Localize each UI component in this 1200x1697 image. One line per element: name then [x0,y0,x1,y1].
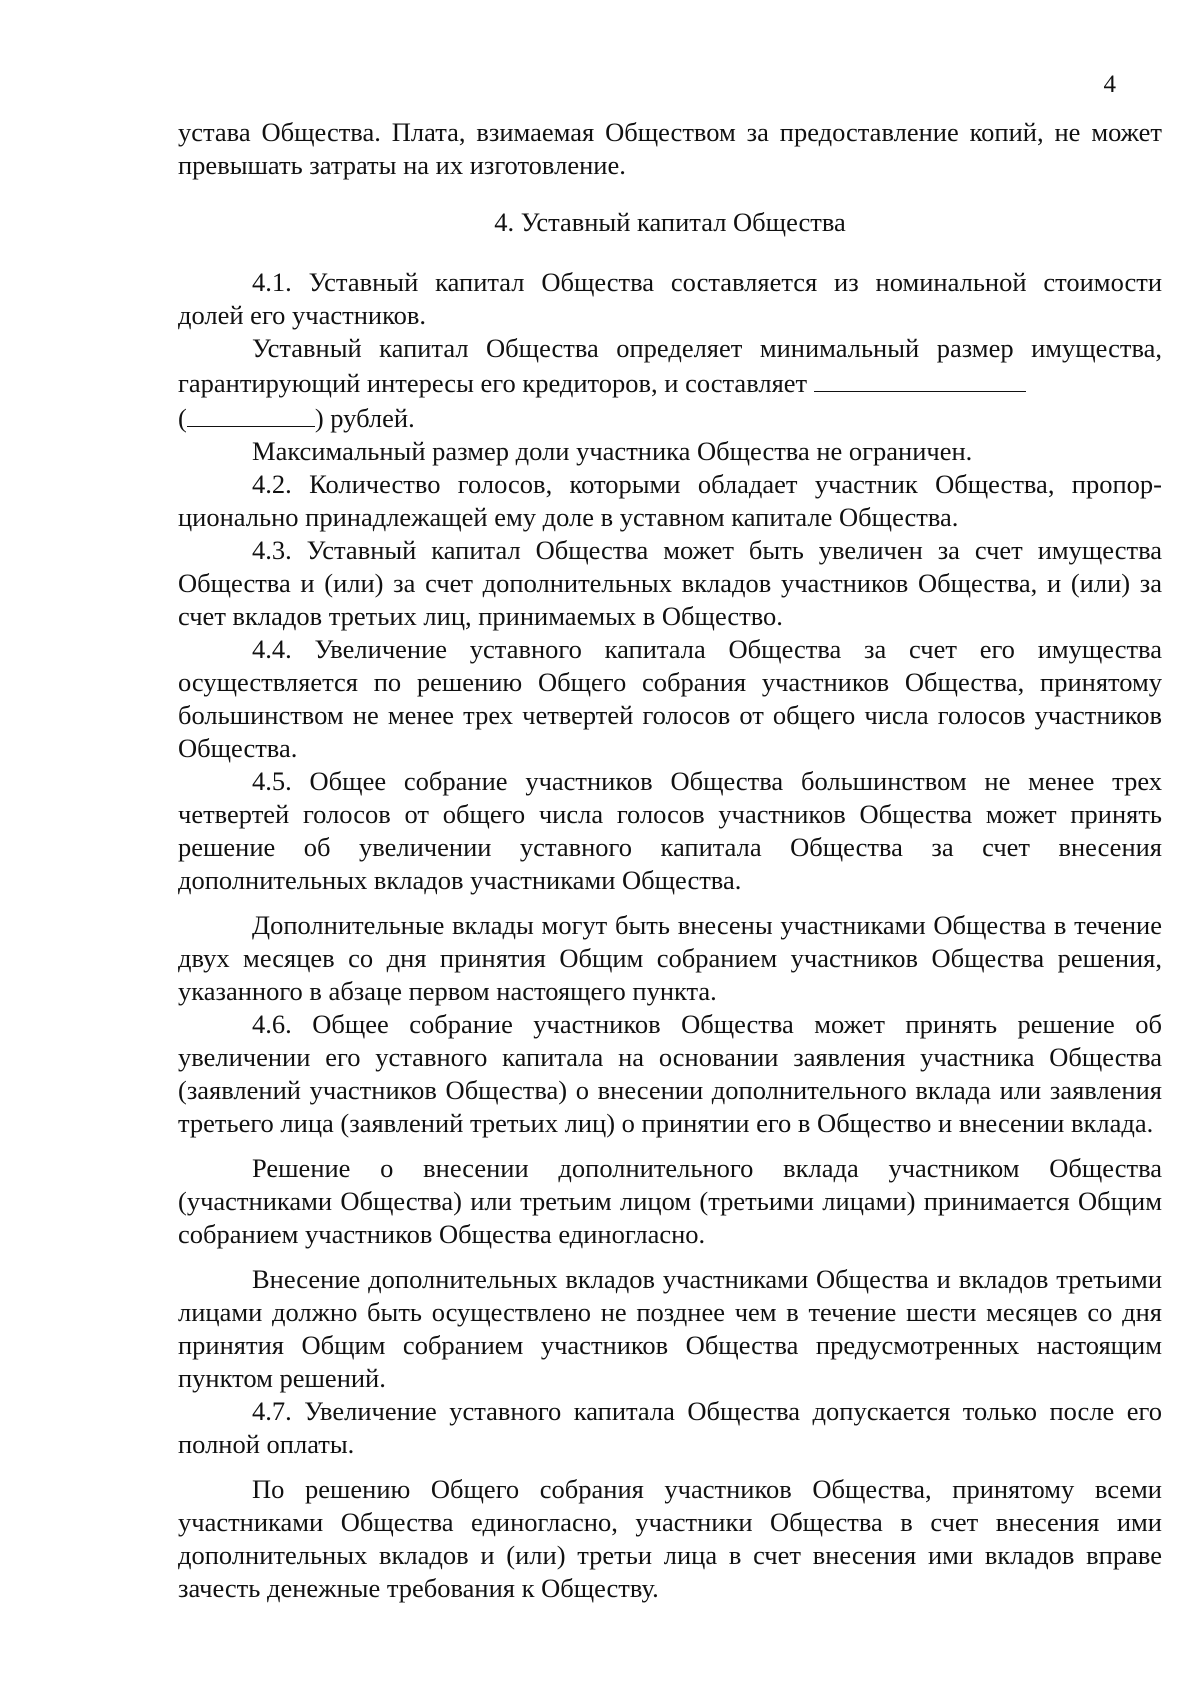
capital-text: Уставный капитал Общества определяет минимальный размер имущества, гарантирующий интересы его кредиторов, и составляет [178,333,1162,398]
paragraph-4-3: 4.3. Уставный капитал Общества может быть увеличен за счет имущества Общества и (или) за счет дополнительных вкладов участников Общества, и (или) за счет вкладов третьих лиц, принимаемых в Общество. [178,535,1162,631]
capital-words-blank [187,400,315,427]
section-title: 4. Уставный капитал Общества [494,207,846,237]
paragraph-4-6-decision: Решение о внесении дополнительного вклада участником Общества (участниками Общества) или третьим лицом (третьими лицами) принимается Общим собранием участников Общества единогласно. [178,1153,1162,1249]
page-number: 4 [1103,71,1116,98]
document-body [178,116,1162,1605]
paragraph-4-6: 4.6. Общее собрание участников Общества может принять решение об увеличении его уставного капитала на основании заявления участника Общества (заявлений участников Общества) о внесении дополнительного вклада или заявления третьего лица (заявлений третьих лиц) о принятии его в Общество и внесении вклада. [178,1009,1162,1138]
paragraph-4-1-capital [178,332,1162,435]
paragraph-4-6-deadline: Внесение дополнительных вкладов участниками Общества и вкладов третьими лицами должно быть осуществлено не позднее чем в течение шести месяцев со дня принятия Общим собранием участников Общества предусмотренных настоящим пунктом решений. [178,1264,1162,1393]
intro-paragraph: устава Общества. Плата, взимаемая Обществом за предоставление копий, не может превышать затраты на их изготовление. [178,117,1162,180]
paragraph-4-4: 4.4. Увеличение уставного капитала Общества за счет его имущества осуществляется по решению Общего собрания участников Общества, принятому большинством не менее трех четвертей голосов от общего числа голосов участников Общества. [178,634,1162,763]
capital-amount-blank [814,365,1026,392]
capital-paren-open: ( [178,403,187,433]
paragraph-4-5-additional: Дополнительные вклады могут быть внесены участниками Общества в течение двух месяцев со дня принятия Общим собранием участников Общества решения, указанного в абзаце первом настоящего пункта. [178,910,1162,1006]
paragraph-4-5: 4.5. Общее собрание участников Общества большинством не менее трех четвертей голосов от общего числа голосов участников Общества может принять решение об увеличении уставного капитала Общества за счет внесения дополнительных вкладов участниками Общества. [178,766,1162,895]
paragraph-4-1-max-share: Максимальный размер доли участника Общества не ограничен. [252,436,973,466]
paragraph-4-7-offset: По решению Общего собрания участников Общества, принятому всеми участниками Общества единогласно, участники Общества в счет внесения ими дополнительных вкладов и (или) третьи лица в счет внесения ими вкладов вправе зачесть денежные требования к Обществу. [178,1474,1162,1603]
paragraph-4-7: 4.7. Увеличение уставного капитала Общества допускается только после его полной оплаты. [178,1396,1162,1459]
capital-currency: ) рублей. [314,403,415,433]
paragraph-4-2: 4.2. Количество голосов, которыми обладает участник Общества, пропорционально принадлежащей ему доле в уставном капитале Общества. [178,469,1162,532]
paragraph-4-1: 4.1. Уставный капитал Общества составляется из номинальной стоимости долей его участников. [178,267,1162,330]
